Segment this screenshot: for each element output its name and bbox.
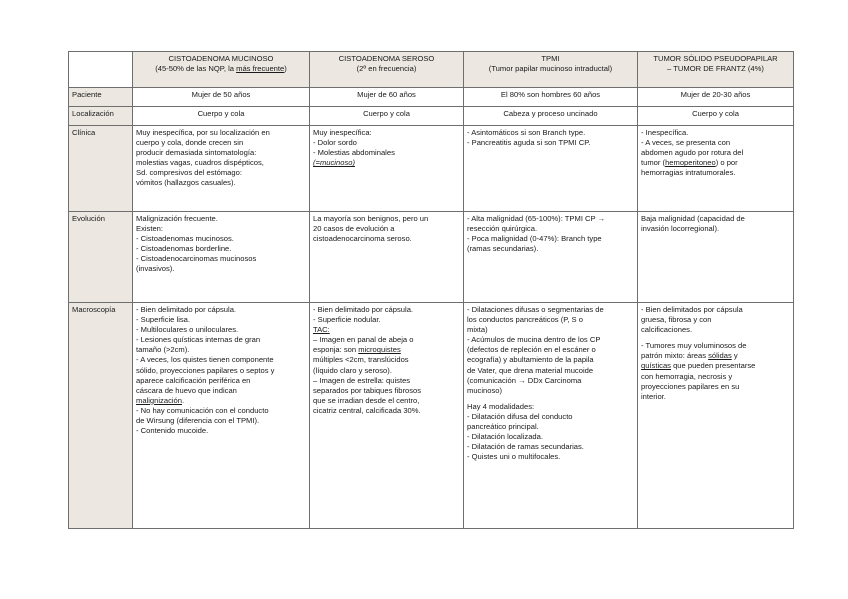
text-line: interior. — [641, 391, 666, 401]
header-tpmi — [464, 52, 638, 88]
text-line: - Dilataciones difusas o segmentarias de — [467, 305, 604, 314]
header-cistoadenoma-seroso — [310, 52, 464, 88]
text-line: - Bien delimitado por cápsula. — [313, 305, 414, 314]
text-line: tamaño (>2cm). — [136, 345, 190, 355]
text-line: - Dilatación localizada. — [467, 432, 543, 442]
text-line: Muy inespecífica, por su localización en — [136, 128, 270, 137]
text-line: invasión locorregional). — [641, 224, 720, 234]
row-evolucion — [69, 212, 794, 303]
row-clinica — [69, 126, 794, 212]
text-line: - Alta malignidad (65-100%): TPMI CP → — [467, 214, 606, 223]
cell-localizacion-seroso: Cuerpo y cola — [310, 107, 464, 126]
text-line: de Vater, que drena material mucoide — [467, 365, 594, 375]
text-line: sólido, proyecciones papilares o septos y — [136, 365, 275, 375]
cell-evolucion-tpmi — [464, 212, 638, 303]
text-line: - Bien delimitados por cápsula — [641, 305, 743, 314]
header-corner-cell — [69, 52, 133, 88]
text-line: - Dilatación de ramas secundarias. — [467, 442, 584, 452]
subtitle-underlined: más frecuente — [236, 64, 285, 74]
text-line: - Inespecífica. — [641, 128, 689, 137]
text-segment: que pueden presentarse — [670, 361, 756, 371]
text-line: - Tumores muy voluminosos de — [641, 341, 747, 351]
text-line: - Superficie lisa. — [136, 315, 191, 325]
text-line: separados por tabiques fibrosos — [313, 385, 422, 395]
text-line: - Quistes uni o multifocales. — [467, 452, 561, 462]
text-segment-underlined: hemoperitoneo — [665, 158, 716, 168]
text-line: - Superficie nodular. — [313, 315, 381, 325]
cell-evolucion-mucinoso — [133, 212, 310, 303]
cell-clinica-tpmi — [464, 126, 638, 212]
row-paciente — [69, 88, 794, 107]
text-line: molestias vagas, cuadros dispépticos, — [136, 158, 264, 168]
text-line: Muy inespecífica: — [313, 128, 372, 137]
row-label-paciente: Paciente — [69, 88, 133, 107]
text-line — [641, 351, 790, 361]
text-line: gruesa, fibrosa y con — [641, 315, 712, 325]
text-line: producir demasiada sintomatología: — [136, 148, 257, 158]
header-title: CISTOADENOMA MUCINOSO — [168, 54, 274, 63]
text-line: mixta) — [467, 325, 488, 335]
text-line: - Cistoadenomas mucinosos. — [136, 234, 234, 244]
cell-macroscopia-mucinoso — [133, 303, 310, 529]
text-line: - Cistoadenomas borderline. — [136, 244, 232, 254]
text-line: – Imagen en panal de abeja o — [313, 335, 414, 345]
text-line: - Dolor sordo — [313, 138, 357, 148]
cell-clinica-mucinoso — [133, 126, 310, 212]
row-label-evolucion: Evolución — [69, 212, 133, 303]
comparison-table — [68, 51, 794, 529]
text-line: con hemorragia, necrosis y — [641, 371, 733, 381]
text-line: cicatriz central, calcificada 30%. — [313, 405, 421, 415]
cell-clinica-frantz — [638, 126, 794, 212]
text-segment: y — [731, 351, 738, 361]
text-line: cuerpo y cola, donde crecen sin — [136, 138, 244, 148]
text-line: - No hay comunicación con el conducto — [136, 405, 269, 415]
text-line: - Contenido mucoide. — [136, 426, 209, 436]
text-line: (líquido claro y seroso). — [313, 365, 392, 375]
text-line: – Imagen de estrella: quistes — [313, 375, 411, 385]
text-line: Hay 4 modalidades: — [467, 401, 535, 411]
header-cistoadenoma-mucinoso — [133, 52, 310, 88]
text-line: (defectos de repleción en el escáner o — [467, 345, 596, 355]
header-subtitle: (2º en frecuencia) — [356, 64, 417, 74]
header-subtitle: – TUMOR DE FRANTZ (4%) — [667, 64, 764, 74]
text-line: calcificaciones. — [641, 325, 693, 335]
cell-paciente-tpmi: El 80% son hombres 60 años — [464, 88, 638, 107]
text-segment: esponja: son — [313, 345, 359, 355]
header-title: TPMI — [541, 54, 560, 63]
text-line-underlined: (=mucinoso) — [313, 158, 355, 168]
cell-macroscopia-seroso — [310, 303, 464, 529]
text-line: vómitos (hallazgos casuales). — [136, 178, 236, 188]
text-line: 20 casos de evolución a — [313, 224, 395, 234]
text-line: - Poca malignidad (0-47%): Branch type — [467, 234, 602, 244]
text-line — [641, 158, 790, 168]
text-line: cáscara de huevo que indican — [136, 385, 237, 395]
text-line: (ramas secundarias). — [467, 244, 539, 254]
text-line: aparece calcificación periférica en — [136, 375, 251, 385]
text-line: - A veces, los quistes tienen componente — [136, 355, 274, 365]
text-line: Existen: — [136, 224, 164, 234]
text-line: - Lesiones quísticas internas de gran — [136, 335, 261, 345]
row-localizacion — [69, 107, 794, 126]
cell-macroscopia-tpmi — [464, 303, 638, 529]
cell-localizacion-frantz: Cuerpo y cola — [638, 107, 794, 126]
subtitle-text-end: ) — [284, 64, 287, 74]
text-line: - A veces, se presenta con — [641, 138, 731, 148]
text-line: abdomen agudo por rotura del — [641, 148, 744, 158]
cell-paciente-frantz: Mujer de 20-30 años — [638, 88, 794, 107]
cell-evolucion-frantz — [638, 212, 794, 303]
text-segment: tumor ( — [641, 158, 666, 168]
text-line: - Dilatación difusa del conducto — [467, 411, 573, 421]
text-line: cistoadenocarcinoma seroso. — [313, 234, 412, 244]
row-label-macroscopia: Macroscopía — [69, 303, 133, 529]
text-line: - Bien delimitado por cápsula. — [136, 305, 237, 314]
cell-paciente-mucinoso: Mujer de 50 años — [133, 88, 310, 107]
cell-localizacion-mucinoso: Cuerpo y cola — [133, 107, 310, 126]
text-line — [641, 361, 790, 371]
text-segment: ) o por — [715, 158, 738, 168]
text-line: ecografía) y abultamiento de la papila — [467, 355, 594, 365]
text-line: hemorragias intratumorales. — [641, 168, 736, 178]
header-row — [69, 52, 794, 88]
text-line-underlined: TAC: — [313, 325, 330, 335]
cell-clinica-seroso — [310, 126, 464, 212]
text-line — [136, 396, 306, 406]
header-title: CISTOADENOMA SEROSO — [338, 54, 435, 63]
text-line: (invasivos). — [136, 264, 175, 274]
cell-macroscopia-frantz — [638, 303, 794, 529]
text-line: La mayoría son benignos, pero un — [313, 214, 429, 223]
cell-localizacion-tpmi: Cabeza y proceso uncinado — [464, 107, 638, 126]
text-line: - Molestias abdominales — [313, 148, 395, 158]
header-subtitle: (Tumor papilar mucinoso intraductal) — [488, 64, 613, 74]
text-line: de Wirsung (diferencia con el TPMI). — [136, 416, 260, 426]
text-line: resección quirúrgica. — [467, 224, 538, 234]
text-segment-underlined: quísticas — [641, 361, 671, 371]
text-line: (comunicación → DDx Carcinoma — [467, 375, 582, 385]
text-line: mucinoso) — [467, 385, 503, 395]
subtitle-text: (45-50% de las NQP, la — [155, 64, 237, 74]
text-line: proyecciones papilares en su — [641, 381, 740, 391]
text-line: - Multiloculares o uniloculares. — [136, 325, 239, 335]
header-title: TUMOR SÓLIDO PSEUDOPAPILAR — [653, 54, 778, 63]
text-line: Sd. compresivos del estómago: — [136, 168, 242, 178]
text-line — [313, 345, 460, 355]
row-label-localizacion: Localización — [69, 107, 133, 126]
text-line: los conductos pancreáticos (P, S o — [467, 315, 583, 325]
text-line: - Cistoadenocarcinomas mucinosos — [136, 254, 257, 264]
text-line: Malignización frecuente. — [136, 214, 218, 223]
header-tumor-solido-pseudopapilar — [638, 52, 794, 88]
text-line: - Pancreatitis aguda si son TPMI CP. — [467, 138, 591, 148]
text-segment-underlined: sólidas — [708, 351, 732, 361]
text-line: - Acúmulos de mucina dentro de los CP — [467, 335, 601, 345]
header-subtitle — [136, 64, 306, 74]
text-line: pancreático principal. — [467, 422, 539, 432]
text-line: - Asintomáticos si son Branch type. — [467, 128, 586, 137]
text-line: Baja malignidad (capacidad de — [641, 214, 745, 223]
text-line: que se irradian desde el centro, — [313, 395, 420, 405]
text-segment: patrón mixto: áreas — [641, 351, 709, 361]
cell-evolucion-seroso — [310, 212, 464, 303]
text-segment-underlined: microquistes — [358, 345, 401, 355]
row-label-clinica: Clínica — [69, 126, 133, 212]
row-macroscopia — [69, 303, 794, 529]
cell-paciente-seroso: Mujer de 60 años — [310, 88, 464, 107]
text-line: múltiples <2cm, translúcidos — [313, 355, 409, 365]
text-segment-underlined: malignización — [136, 395, 183, 405]
text-segment: . — [182, 395, 185, 405]
